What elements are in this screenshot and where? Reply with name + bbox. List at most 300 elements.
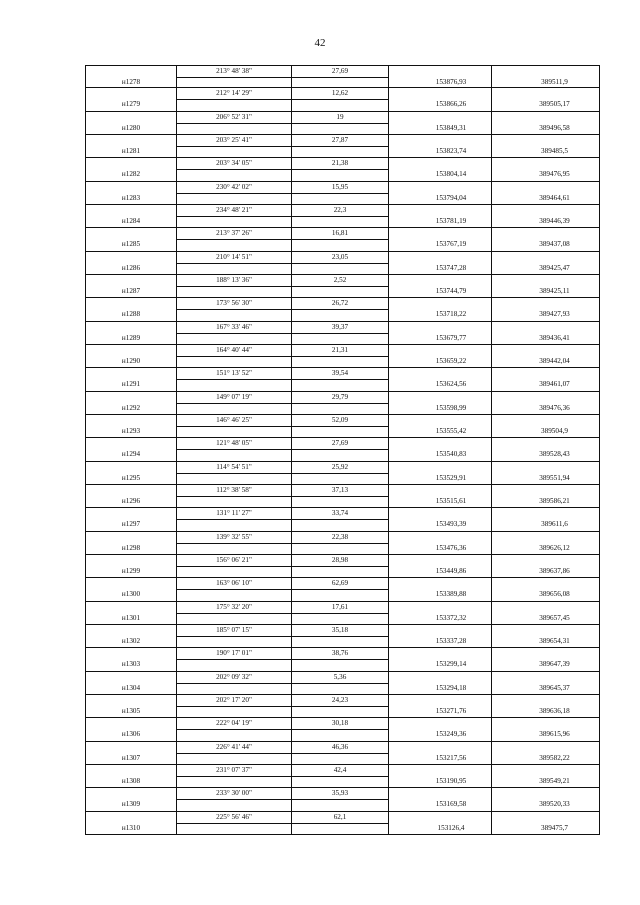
coord-y-cell	[491, 718, 600, 740]
point-name-text: н1292	[121, 403, 141, 412]
direction-angle-cell	[176, 66, 291, 87]
coord-x-text: 153217,56	[435, 753, 467, 762]
distance-cell	[291, 252, 388, 274]
coord-y-text: 389528,43	[539, 450, 570, 459]
distance-cell	[291, 508, 388, 530]
direction-angle-text: 203° 34' 05"	[216, 159, 252, 168]
point-name-text: н1295	[121, 473, 141, 482]
distance-text: 35,93	[331, 789, 349, 798]
point-name-text: н1309	[121, 800, 141, 809]
distance-text: 5,36	[333, 672, 347, 681]
distance-cell	[291, 695, 388, 717]
coord-y-text: 389647,39	[539, 660, 570, 669]
coord-x-text: 153659,22	[435, 356, 467, 365]
coord-x-text: 153515,61	[435, 496, 467, 505]
distance-cell	[291, 415, 388, 437]
cell-divider	[292, 333, 388, 334]
coord-y-cell	[491, 252, 600, 274]
coord-x-text: 153555,42	[435, 426, 467, 435]
coord-y-cell	[491, 228, 600, 250]
distance-text: 28,98	[331, 555, 349, 564]
cell-divider	[292, 659, 388, 660]
distance-cell	[291, 765, 388, 787]
coord-y-cell	[491, 532, 600, 554]
point-name-cell	[85, 368, 176, 390]
cell-divider	[177, 543, 291, 544]
point-name-cell	[85, 625, 176, 647]
cell-divider	[292, 169, 388, 170]
cell-divider	[177, 636, 291, 637]
coord-y-text: 389645,37	[539, 683, 570, 692]
direction-angle-text: 146° 46' 25"	[216, 415, 252, 424]
coord-x-cell	[388, 112, 491, 134]
direction-angle-cell	[176, 508, 291, 530]
distance-cell	[291, 322, 388, 344]
table-row	[85, 532, 600, 555]
direction-angle-cell	[176, 368, 291, 390]
direction-angle-text: 149° 07' 19"	[216, 392, 252, 401]
coord-x-text: 153389,88	[435, 590, 467, 599]
coord-x-text: 153337,28	[435, 636, 467, 645]
direction-angle-text: 173° 56' 30"	[216, 299, 252, 308]
table-row	[85, 812, 600, 835]
coord-y-text: 389464,61	[539, 193, 570, 202]
cell-divider	[292, 146, 388, 147]
page-number: 42	[314, 37, 326, 49]
coord-x-cell	[388, 88, 491, 110]
distance-text: 19	[336, 112, 344, 121]
coord-x-text: 153624,56	[435, 380, 467, 389]
coord-y-text: 389549,21	[539, 776, 570, 785]
coordinates-table	[85, 65, 600, 835]
direction-angle-cell	[176, 112, 291, 134]
point-name-cell	[85, 228, 176, 250]
coord-x-cell	[388, 438, 491, 460]
distance-text: 42,4	[333, 765, 347, 774]
distance-cell	[291, 672, 388, 694]
distance-cell	[291, 275, 388, 297]
coord-y-cell	[491, 485, 600, 507]
distance-text: 15,95	[331, 182, 349, 191]
coord-y-cell	[491, 368, 600, 390]
point-name-cell	[85, 555, 176, 577]
cell-divider	[292, 379, 388, 380]
point-name-text: н1280	[121, 123, 141, 132]
table-row	[85, 648, 600, 671]
cell-divider	[177, 496, 291, 497]
point-name-text: н1281	[121, 146, 141, 155]
coord-x-cell	[388, 205, 491, 227]
table-row	[85, 718, 600, 741]
cell-divider	[177, 123, 291, 124]
coord-x-cell	[388, 742, 491, 764]
point-name-text: н1287	[121, 286, 141, 295]
distance-text: 12,62	[331, 89, 349, 98]
table-row	[85, 205, 600, 228]
coord-x-cell	[388, 275, 491, 297]
direction-angle-text: 190° 17' 01"	[216, 649, 252, 658]
coord-x-text: 153271,76	[435, 706, 467, 715]
direction-angle-text: 156° 06' 21"	[216, 555, 252, 564]
point-name-cell	[85, 648, 176, 670]
point-name-cell	[85, 345, 176, 367]
coord-y-cell	[491, 298, 600, 320]
direction-angle-text: 131° 11' 27"	[216, 509, 252, 518]
point-name-text: н1296	[121, 496, 141, 505]
direction-angle-text: 188° 13' 36"	[216, 275, 252, 284]
coord-x-cell	[388, 368, 491, 390]
table-row	[85, 462, 600, 485]
coord-x-text: 153126,4	[437, 823, 465, 832]
cell-divider	[177, 729, 291, 730]
coord-y-cell	[491, 765, 600, 787]
cell-divider	[177, 403, 291, 404]
point-name-text: н1299	[121, 566, 141, 575]
distance-text: 33,74	[331, 509, 349, 518]
point-name-text: н1293	[121, 426, 141, 435]
direction-angle-text: 225° 56' 46"	[216, 812, 252, 821]
table-row	[85, 252, 600, 275]
coord-y-cell	[491, 66, 600, 87]
cell-divider	[292, 706, 388, 707]
coord-x-cell	[388, 415, 491, 437]
table-row	[85, 368, 600, 391]
cell-divider	[177, 356, 291, 357]
point-name-text: н1285	[121, 240, 141, 249]
distance-text: 27,69	[331, 67, 349, 75]
coord-y-cell	[491, 345, 600, 367]
table-row	[85, 765, 600, 788]
direction-angle-text: 234° 48' 21"	[216, 205, 252, 214]
point-name-text: н1291	[121, 380, 141, 389]
distance-text: 39,37	[331, 322, 349, 331]
coord-x-text: 153849,31	[435, 123, 467, 132]
coord-x-cell	[388, 578, 491, 600]
distance-cell	[291, 788, 388, 810]
table-row	[85, 578, 600, 601]
cell-divider	[292, 286, 388, 287]
table-row	[85, 672, 600, 695]
direction-angle-text: 212° 14' 29"	[216, 89, 252, 98]
direction-angle-cell	[176, 345, 291, 367]
point-name-text: н1297	[121, 520, 141, 529]
cell-divider	[292, 636, 388, 637]
coord-x-cell	[388, 602, 491, 624]
cell-divider	[292, 776, 388, 777]
point-name-cell	[85, 438, 176, 460]
cell-divider	[177, 706, 291, 707]
coord-y-cell	[491, 88, 600, 110]
coord-x-cell	[388, 135, 491, 157]
direction-angle-text: 185° 07' 15"	[216, 625, 252, 634]
coord-x-text: 153493,39	[435, 520, 467, 529]
point-name-text: н1279	[121, 100, 141, 109]
coord-x-cell	[388, 765, 491, 787]
distance-cell	[291, 718, 388, 740]
distance-cell	[291, 345, 388, 367]
point-name-cell	[85, 765, 176, 787]
direction-angle-text: 203° 25' 41"	[216, 135, 252, 144]
coord-y-text: 389615,96	[539, 730, 570, 739]
direction-angle-cell	[176, 462, 291, 484]
point-name-text: н1294	[121, 450, 141, 459]
cell-divider	[177, 519, 291, 520]
cell-divider	[177, 193, 291, 194]
direction-angle-cell	[176, 788, 291, 810]
coord-y-text: 389505,17	[539, 100, 570, 109]
distance-text: 24,23	[331, 695, 349, 704]
point-name-text: н1300	[121, 590, 141, 599]
coord-y-text: 389446,39	[539, 216, 570, 225]
point-name-cell	[85, 322, 176, 344]
direction-angle-cell	[176, 625, 291, 647]
coord-y-text: 389504,9	[541, 426, 568, 435]
distance-cell	[291, 182, 388, 204]
cell-divider	[177, 753, 291, 754]
cell-divider	[177, 77, 291, 78]
point-name-text: н1290	[121, 356, 141, 365]
coord-y-cell	[491, 415, 600, 437]
coord-x-cell	[388, 625, 491, 647]
direction-angle-text: 210° 14' 51"	[216, 252, 252, 261]
point-name-cell	[85, 812, 176, 834]
coord-x-cell	[388, 485, 491, 507]
direction-angle-cell	[176, 578, 291, 600]
point-name-text: н1310	[121, 823, 141, 832]
coord-x-cell	[388, 532, 491, 554]
distance-cell	[291, 438, 388, 460]
cell-divider	[177, 449, 291, 450]
direction-angle-cell	[176, 718, 291, 740]
cell-divider	[177, 776, 291, 777]
distance-text: 52,09	[331, 415, 349, 424]
distance-cell	[291, 298, 388, 320]
coord-x-cell	[388, 648, 491, 670]
table-row	[85, 415, 600, 438]
point-name-text: н1302	[121, 636, 141, 645]
direction-angle-text: 202° 17' 20"	[216, 695, 252, 704]
distance-text: 39,54	[331, 369, 349, 378]
direction-angle-cell	[176, 158, 291, 180]
point-name-cell	[85, 578, 176, 600]
cell-divider	[177, 239, 291, 240]
coord-x-cell	[388, 812, 491, 834]
point-name-text: н1284	[121, 216, 141, 225]
distance-text: 16,81	[331, 229, 349, 238]
point-name-text: н1289	[121, 333, 141, 342]
coord-y-text: 389582,22	[539, 753, 570, 762]
coord-x-text: 153804,14	[435, 170, 467, 179]
cell-divider	[292, 263, 388, 264]
point-name-text: н1306	[121, 730, 141, 739]
direction-angle-text: 230° 42' 02"	[216, 182, 252, 191]
distance-text: 17,61	[331, 602, 349, 611]
coord-y-cell	[491, 578, 600, 600]
point-name-cell	[85, 718, 176, 740]
coord-x-cell	[388, 695, 491, 717]
coord-y-text: 389436,41	[539, 333, 570, 342]
coord-x-text: 153876,93	[435, 78, 467, 86]
cell-divider	[292, 589, 388, 590]
distance-text: 25,92	[331, 462, 349, 471]
point-name-text: н1307	[121, 753, 141, 762]
point-name-text: н1283	[121, 193, 141, 202]
direction-angle-cell	[176, 182, 291, 204]
coord-y-cell	[491, 602, 600, 624]
distance-cell	[291, 462, 388, 484]
coord-y-text: 389425,11	[539, 286, 570, 295]
table-row	[85, 322, 600, 345]
coord-y-cell	[491, 695, 600, 717]
coord-x-cell	[388, 555, 491, 577]
table-row	[85, 345, 600, 368]
coord-x-cell	[388, 788, 491, 810]
direction-angle-cell	[176, 228, 291, 250]
coord-y-text: 389637,86	[539, 566, 570, 575]
coord-x-text: 153299,14	[435, 660, 467, 669]
coord-y-cell	[491, 322, 600, 344]
coord-y-cell	[491, 182, 600, 204]
coord-y-text: 389442,04	[539, 356, 570, 365]
distance-text: 30,18	[331, 719, 349, 728]
table-row	[85, 742, 600, 765]
distance-cell	[291, 742, 388, 764]
point-name-cell	[85, 485, 176, 507]
cell-divider	[177, 613, 291, 614]
cell-divider	[292, 123, 388, 124]
table-row	[85, 625, 600, 648]
table-row	[85, 788, 600, 811]
point-name-text: н1282	[121, 170, 141, 179]
cell-divider	[292, 449, 388, 450]
distance-cell	[291, 112, 388, 134]
coord-y-text: 389520,33	[539, 800, 570, 809]
point-name-cell	[85, 112, 176, 134]
coord-y-cell	[491, 205, 600, 227]
coord-x-text: 153294,18	[435, 683, 467, 692]
cell-divider	[292, 519, 388, 520]
table-row	[85, 65, 600, 88]
coord-x-cell	[388, 462, 491, 484]
table-row	[85, 112, 600, 135]
distance-text: 38,76	[331, 649, 349, 658]
cell-divider	[177, 263, 291, 264]
cell-divider	[177, 333, 291, 334]
coord-x-cell	[388, 322, 491, 344]
coord-y-text: 389656,08	[539, 590, 570, 599]
cell-divider	[292, 753, 388, 754]
distance-cell	[291, 228, 388, 250]
distance-cell	[291, 205, 388, 227]
cell-divider	[292, 496, 388, 497]
point-name-cell	[85, 182, 176, 204]
cell-divider	[292, 729, 388, 730]
distance-text: 22,3	[333, 205, 347, 214]
coord-y-text: 389475,7	[541, 823, 568, 832]
cell-divider	[292, 216, 388, 217]
cell-divider	[177, 286, 291, 287]
distance-cell	[291, 368, 388, 390]
direction-angle-text: 163° 06' 10"	[216, 579, 252, 588]
direction-angle-text: 213° 37' 26"	[216, 229, 252, 238]
distance-text: 21,38	[331, 159, 349, 168]
point-name-cell	[85, 788, 176, 810]
cell-divider	[292, 823, 388, 824]
coord-x-cell	[388, 252, 491, 274]
coord-y-text: 389496,58	[539, 123, 570, 132]
direction-angle-text: 114° 54' 51"	[216, 462, 252, 471]
coord-y-text: 389476,36	[539, 403, 570, 412]
coord-y-cell	[491, 508, 600, 530]
coord-x-cell	[388, 66, 491, 87]
coord-x-cell	[388, 508, 491, 530]
cell-divider	[292, 193, 388, 194]
table-row	[85, 438, 600, 461]
table-row	[85, 555, 600, 578]
direction-angle-text: 112° 38' 58"	[216, 485, 252, 494]
direction-angle-cell	[176, 695, 291, 717]
direction-angle-cell	[176, 648, 291, 670]
direction-angle-text: 167° 33' 46"	[216, 322, 252, 331]
direction-angle-cell	[176, 392, 291, 414]
coord-x-text: 153169,58	[435, 800, 467, 809]
coord-y-text: 389586,21	[539, 496, 570, 505]
coord-y-text: 389427,93	[539, 310, 570, 319]
table-row	[85, 135, 600, 158]
coord-y-text: 389425,47	[539, 263, 570, 272]
distance-text: 27,87	[331, 135, 349, 144]
coord-y-cell	[491, 788, 600, 810]
coord-x-text: 153823,74	[435, 146, 467, 155]
coord-x-text: 153781,19	[435, 216, 467, 225]
direction-angle-cell	[176, 555, 291, 577]
direction-angle-cell	[176, 532, 291, 554]
point-name-cell	[85, 275, 176, 297]
coord-x-text: 153598,99	[435, 403, 467, 412]
coord-y-cell	[491, 648, 600, 670]
direction-angle-text: 175° 32' 20"	[216, 602, 252, 611]
cell-divider	[177, 473, 291, 474]
cell-divider	[292, 77, 388, 78]
point-name-text: н1298	[121, 543, 141, 552]
coord-x-text: 153744,79	[435, 286, 467, 295]
coord-y-cell	[491, 672, 600, 694]
cell-divider	[292, 566, 388, 567]
point-name-cell	[85, 66, 176, 87]
coord-y-cell	[491, 462, 600, 484]
distance-cell	[291, 66, 388, 87]
distance-text: 2,52	[333, 275, 347, 284]
table-row	[85, 485, 600, 508]
coord-y-cell	[491, 275, 600, 297]
cell-divider	[292, 99, 388, 100]
direction-angle-cell	[176, 415, 291, 437]
direction-angle-text: 233° 30' 00"	[216, 789, 252, 798]
direction-angle-text: 139° 32' 55"	[216, 532, 252, 541]
point-name-cell	[85, 532, 176, 554]
direction-angle-text: 202° 09' 32"	[216, 672, 252, 681]
distance-cell	[291, 625, 388, 647]
cell-divider	[177, 99, 291, 100]
coord-x-text: 153449,86	[435, 566, 467, 575]
coord-y-text: 389551,94	[539, 473, 570, 482]
cell-divider	[177, 566, 291, 567]
direction-angle-cell	[176, 742, 291, 764]
coord-x-cell	[388, 718, 491, 740]
point-name-cell	[85, 462, 176, 484]
coord-y-text: 389611,6	[541, 520, 568, 529]
cell-divider	[177, 146, 291, 147]
